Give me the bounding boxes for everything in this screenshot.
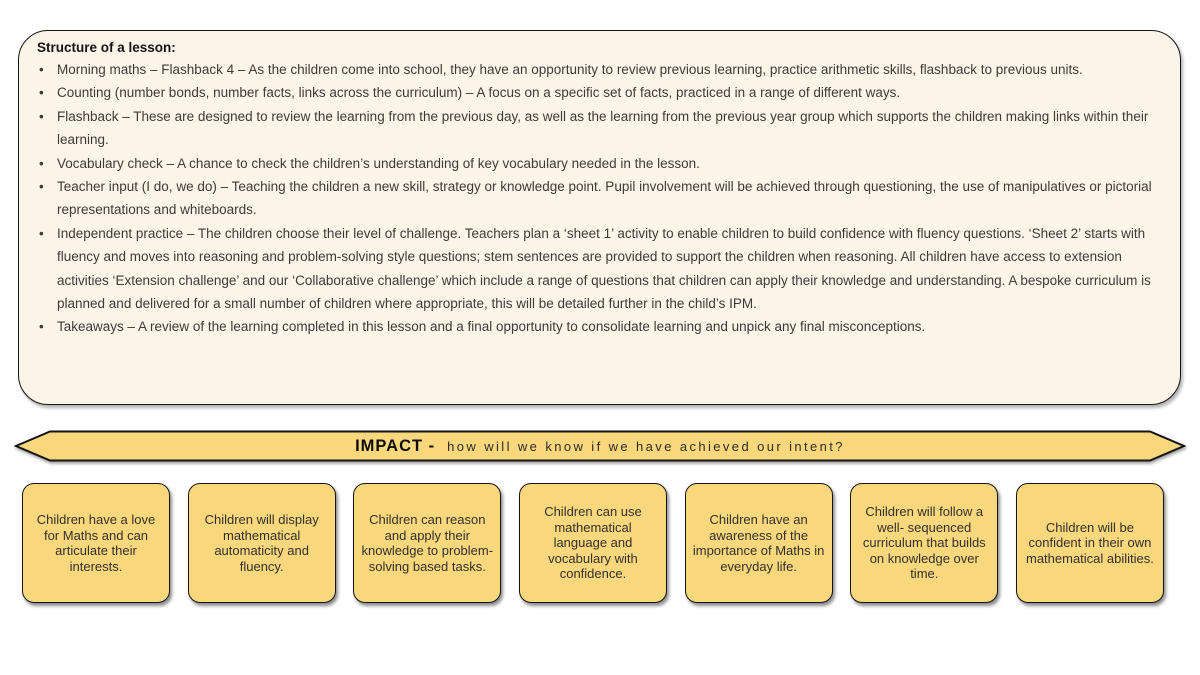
impact-banner: [14, 430, 1186, 462]
lesson-bullet-vocabulary-check: • Vocabulary check – A chance to check the children’s understanding of key vocabulary needed in the lesson.: [37, 152, 1160, 175]
impact-label: IMPACT -: [355, 436, 436, 455]
impact-question: how will we know if we have achieved our intent?: [447, 438, 845, 454]
lesson-structure-panel: [18, 30, 1181, 405]
impact-card-automaticity-fluency: Children will display mathematical automaticity and fluency.: [188, 483, 336, 603]
lesson-bullet-takeaways: • Takeaways – A review of the learning completed in this lesson and a final opportunity to consolidate learning and unpick any final misconceptions.: [37, 315, 1160, 338]
impact-card-sequenced-curriculum: Children will follow a well- sequenced curriculum that builds on knowledge over time.: [850, 483, 998, 603]
impact-card-love-for-maths: Children have a love for Maths and can articulate their interests.: [22, 483, 170, 603]
impact-card-confidence: Children will be confident in their own mathematical abilities.: [1016, 483, 1164, 603]
impact-card-reason-apply: Children can reason and apply their knowledge to problem-solving based tasks.: [353, 483, 501, 603]
lesson-panel-title: Structure of a lesson:: [37, 40, 176, 55]
impact-banner-text: [14, 430, 1186, 462]
lesson-bullet-list: [37, 58, 1160, 339]
impact-card-everyday-importance: Children have an awareness of the importance of Maths in everyday life.: [685, 483, 833, 603]
lesson-bullet-morning-maths: • Morning maths – Flashback 4 – As the children come into school, they have an opportunity to review previous learning, practice arithmetic skills, flashback to previous units.: [37, 58, 1160, 81]
impact-card-mathematical-language: Children can use mathematical language and vocabulary with confidence.: [519, 483, 667, 603]
lesson-bullet-flashback: • Flashback – These are designed to review the learning from the previous day, as well as the learning from the previous year group which supports the children making links within their learning.: [37, 105, 1160, 152]
lesson-bullet-counting: • Counting (number bonds, number facts, links across the curriculum) – A focus on a specific set of facts, practiced in a range of different ways.: [37, 81, 1160, 104]
lesson-bullet-independent-practice: • Independent practice – The children choose their level of challenge. Teachers plan a ‘sheet 1’ activity to enable children to build confidence with fluency questions. ‘Sheet 2’ starts with fluency and moves into reasoning and problem-solving style questions; stem sentences are provided to support the children when reasoning. All children have access to extension activities ‘Extension challenge’ and our ‘Collaborative challenge’ which include a range of questions that children can apply their knowledge and understanding. A bespoke curriculum is planned and delivered for a small number of children where appropriate, this will be detailed further in the child’s IPM.: [37, 222, 1160, 316]
lesson-bullet-teacher-input: • Teacher input (I do, we do) – Teaching the children a new skill, strategy or knowledge point. Pupil involvement will be achieved through questioning, the use of manipulatives or pictorial representations and whiteboards.: [37, 175, 1160, 222]
impact-cards-row: [22, 483, 1164, 603]
